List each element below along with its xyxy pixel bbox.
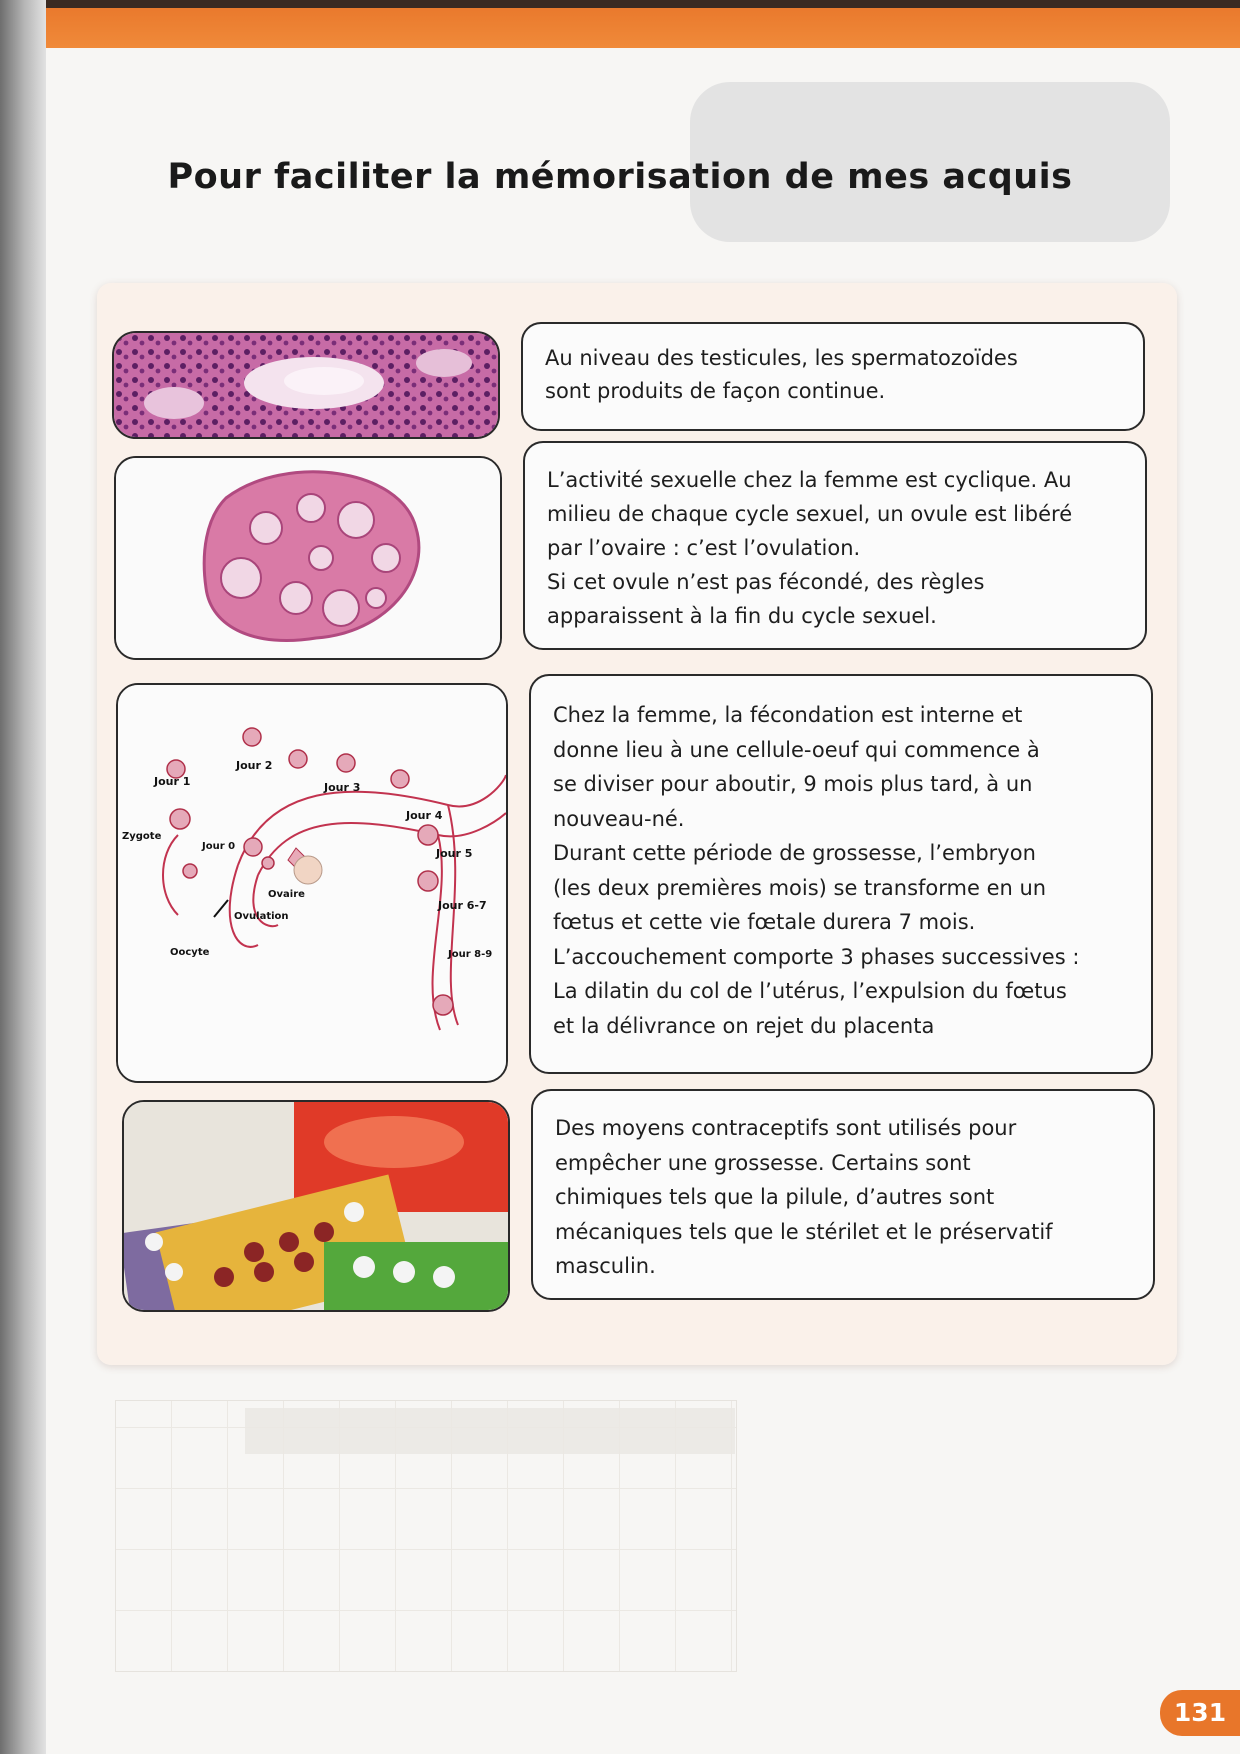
fertilization-diagram [116, 683, 508, 1083]
contraceptives-graphic [124, 1102, 508, 1310]
card-text-testicules [521, 322, 1145, 431]
label-jour67: Jour 6-7 [438, 899, 487, 912]
label-jour0: Jour 0 [202, 841, 236, 852]
card-text-ovulation [523, 441, 1147, 650]
label-ovaire: Ovaire [268, 889, 305, 900]
label-ovulation: Ovulation [234, 911, 289, 922]
card-text: Chez la femme, la fécondation est interne et donne lieu à une cellule-oeuf qui commence à se diviser pour aboutir, 9 mois plus tard, à un nouveau-né. Durant cette période de grossesse, l’embryon (les deux premières mois) se transforme en un fœtus et cette vie fœtale durera 7 mois. L’accouchement comporte 3 phases successives : La dilatin du col de l’utérus, l’expulsion du fœtus et la délivrance on rejet du placenta [553, 703, 1080, 1038]
book-spine-shadow [0, 0, 46, 1754]
label-jour4: Jour 4 [406, 809, 443, 822]
label-oocyte: Oocyte [170, 947, 210, 958]
card-text-fecondation [529, 674, 1153, 1074]
card-text: Au niveau des testicules, les spermatozoïdes sont produits de façon continue. [545, 346, 1018, 403]
card-text-contraception [531, 1089, 1155, 1300]
label-jour1: Jour 1 [154, 775, 191, 788]
testicle-histology-image [112, 331, 500, 439]
ovary-histology-image [114, 456, 502, 660]
card-text: L’activité sexuelle chez la femme est cyclique. Au milieu de chaque cycle sexuel, un ovule est libéré par l’ovaire : c’est l’ovulation. Si cet ovule n’est pas fécondé, des règles apparaissent à la fin du cycle sexuel. [547, 468, 1073, 628]
contraceptives-photo [122, 1100, 510, 1312]
top-color-band [0, 0, 1240, 48]
show-through-table [115, 1400, 737, 1672]
ovary-histology-graphic [116, 458, 500, 658]
label-jour3: Jour 3 [324, 781, 361, 794]
page-title: Pour faciliter la mémorisation de mes acquis [167, 157, 1073, 198]
label-jour89: Jour 8-9 [448, 949, 493, 960]
label-jour2: Jour 2 [236, 759, 273, 772]
label-zygote: Zygote [122, 831, 162, 842]
label-jour5: Jour 5 [436, 847, 473, 860]
testicle-histology-graphic [114, 333, 498, 437]
card-text: Des moyens contraceptifs sont utilisés pour empêcher une grossesse. Certains sont chimiques tels que la pilule, d’autres sont mécaniques tels que le stérilet et le préservatif masculin. [555, 1116, 1053, 1278]
fertilization-diagram-graphic [118, 685, 506, 1081]
page-number: 131 [1160, 1690, 1240, 1736]
